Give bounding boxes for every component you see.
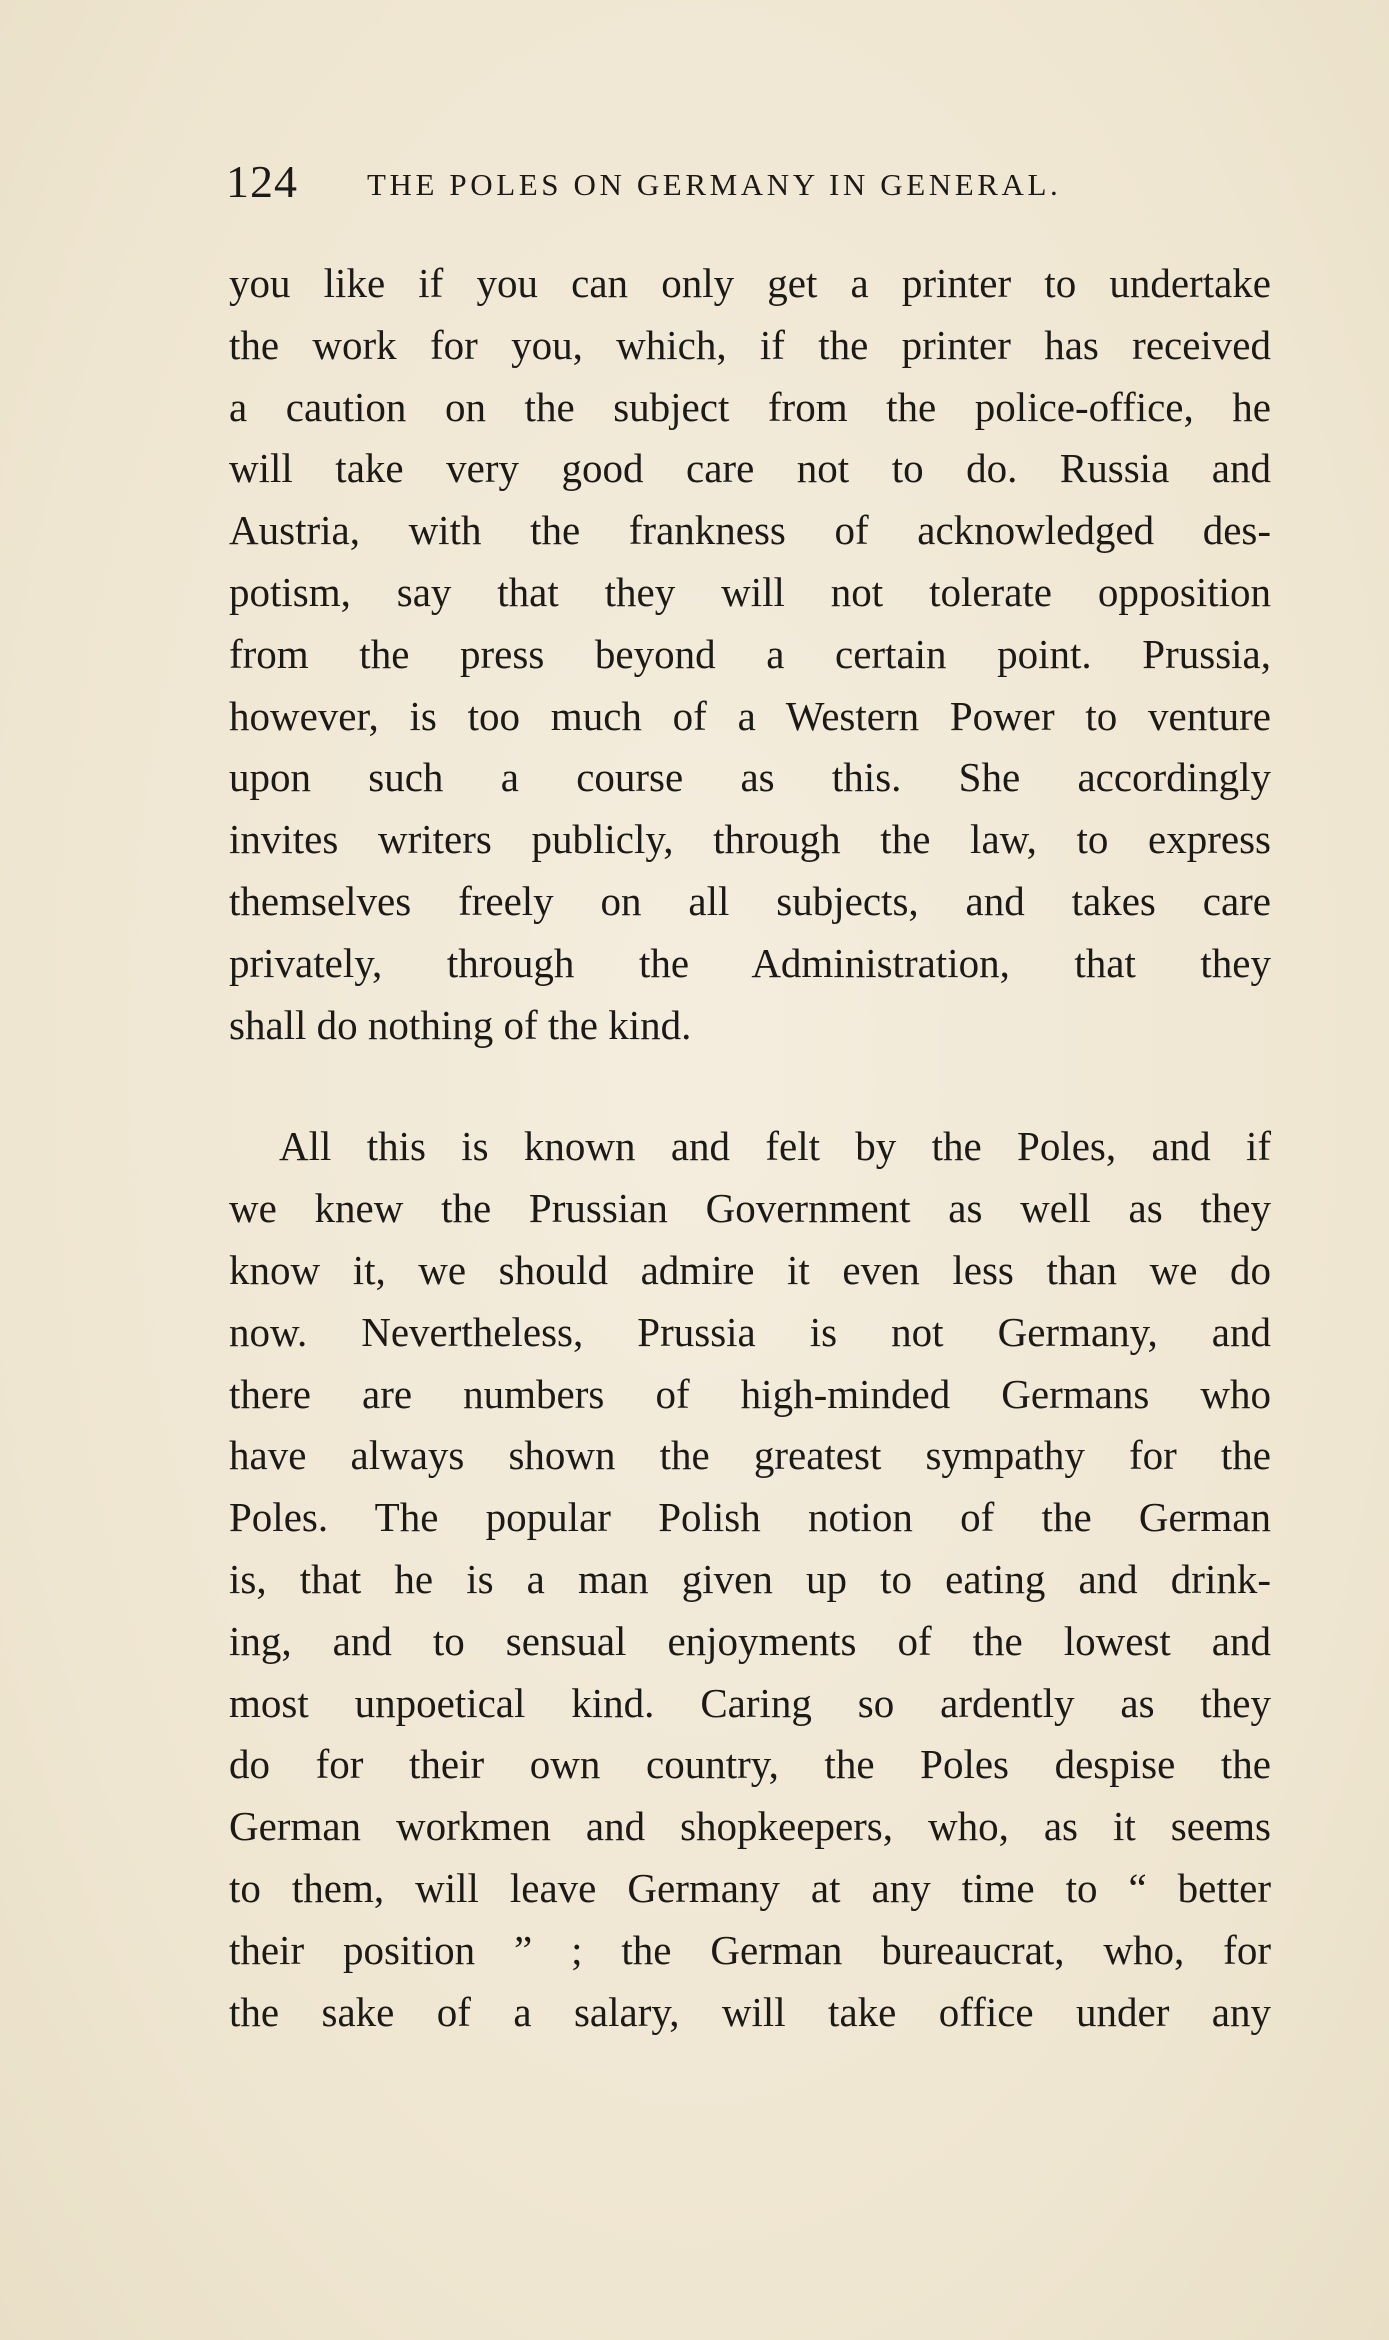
text-line: now. Nevertheless, Prussia is not Germany, and [229, 1308, 1271, 1355]
paragraph-1 [229, 253, 1271, 1056]
running-head: THE POLES ON GERMANY IN GENERAL. [367, 167, 1062, 202]
text-line: their position ” ; the German bureaucrat, who, for [229, 1926, 1271, 1973]
text-line: All this is known and felt by the Poles, and if [279, 1123, 1271, 1170]
text-line: is, that he is a man given up to eating and drink- [229, 1555, 1271, 1602]
paragraph-spacer [229, 1056, 1271, 1116]
text-line: German workmen and shopkeepers, who, as it seems [229, 1803, 1271, 1850]
text-line: have always shown the greatest sympathy for the [229, 1432, 1271, 1479]
text-line: the sake of a salary, will take office under any [229, 1988, 1271, 2035]
text-line: privately, through the Administration, that they [229, 939, 1271, 986]
page-header [226, 152, 1276, 212]
page-number: 124 [226, 156, 298, 207]
text-line: do for their own country, the Poles despise the [229, 1741, 1271, 1788]
body-text [229, 253, 1271, 2043]
text-line: invites writers publicly, through the law, to express [229, 816, 1271, 863]
text-line: Poles. The popular Polish notion of the German [229, 1494, 1271, 1541]
text-line: however, is too much of a Western Power to venture [229, 692, 1271, 739]
text-line: ing, and to sensual enjoyments of the lowest and [229, 1617, 1271, 1664]
text-line: we knew the Prussian Government as well as they [229, 1185, 1271, 1232]
text-line: a caution on the subject from the police-office, he [229, 383, 1271, 430]
text-line: shall do nothing of the kind. [229, 1001, 692, 1048]
text-line: will take very good care not to do. Russia and [229, 445, 1271, 492]
paragraph-2 [229, 1116, 1271, 2043]
text-line: potism, say that they will not tolerate opposition [229, 568, 1271, 615]
text-line: you like if you can only get a printer to undertake [229, 260, 1271, 306]
text-line: from the press beyond a certain point. Prussia, [229, 630, 1271, 677]
text-line: upon such a course as this. She accordingly [229, 754, 1271, 801]
text-line: know it, we should admire it even less than we do [229, 1246, 1271, 1293]
text-line: themselves freely on all subjects, and takes care [229, 877, 1271, 924]
text-line: most unpoetical kind. Caring so ardently as they [229, 1679, 1271, 1726]
text-line: to them, will leave Germany at any time to “ better [229, 1864, 1271, 1911]
text-line: Austria, with the frankness of acknowledged des- [229, 507, 1271, 554]
text-line: there are numbers of high-minded Germans who [229, 1370, 1271, 1417]
text-line: the work for you, which, if the printer has received [229, 321, 1271, 368]
